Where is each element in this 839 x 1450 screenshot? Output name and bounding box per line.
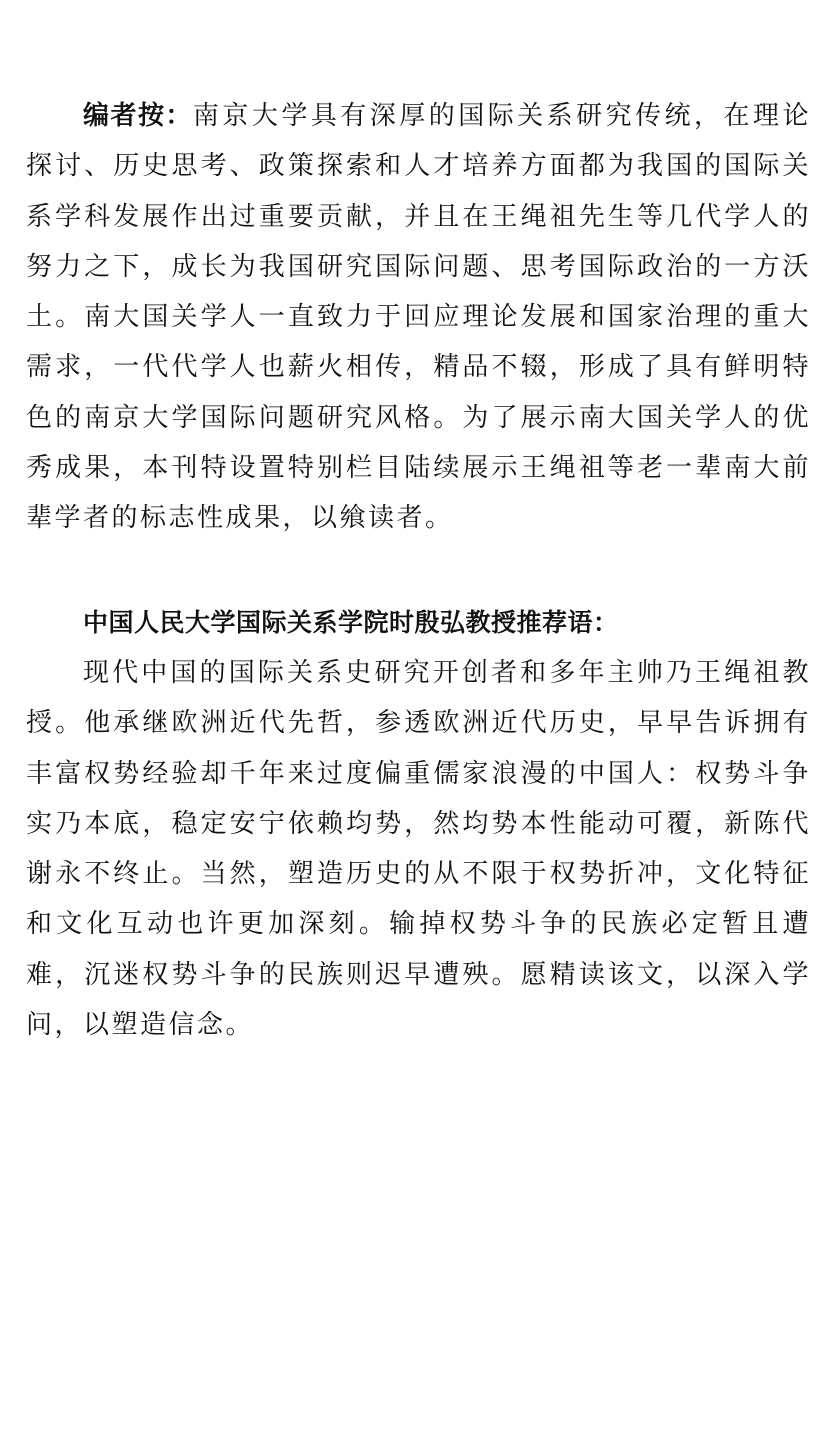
editor-note-paragraph [26, 91, 811, 544]
recommendation-heading: 中国人民大学国际关系学院时殷弘教授推荐语： [83, 608, 619, 637]
recommendation-paragraph: 现代中国的国际关系史研究开创者和多年主帅乃王绳祖教授。他承继欧洲近代先哲，参透欧洲近代历史，早早告诉拥有丰富权势经验却千年来过度偏重儒家浪漫的中国人：权势斗争实乃本底，稳定安宁依赖均势，然均势本性能动可覆，新陈代谢永不终止。当然，塑造历史的从不限于权势折冲，文化特征和文化互动也许更加深刻。输掉权势斗争的民族必定暂且遭难，沉迷权势斗争的民族则迟早遭殃。愿精读该文，以深入学问，以塑造信念。 [26, 658, 811, 1041]
editor-note-body: 南京大学具有深厚的国际关系研究传统，在理论探讨、历史思考、政策探索和人才培养方面都为我国的国际关系学科发展作出过重要贡献，并且在王绳祖先生等几代学人的努力之下，成长为我国研究国际问题、思考国际政治的一方沃土。南大国关学人一直致力于回应理论发展和国家治理的重大需求，一代代学人也薪火相传，精品不辍，形成了具有鲜明特色的南京大学国际问题研究风格。为了展示南大国关学人的优秀成果，本刊特设置特别栏目陆续展示王绳祖等老一辈南大前辈学者的标志性成果，以飨读者。 [26, 101, 811, 534]
editor-note-label: 编者按： [83, 101, 193, 131]
